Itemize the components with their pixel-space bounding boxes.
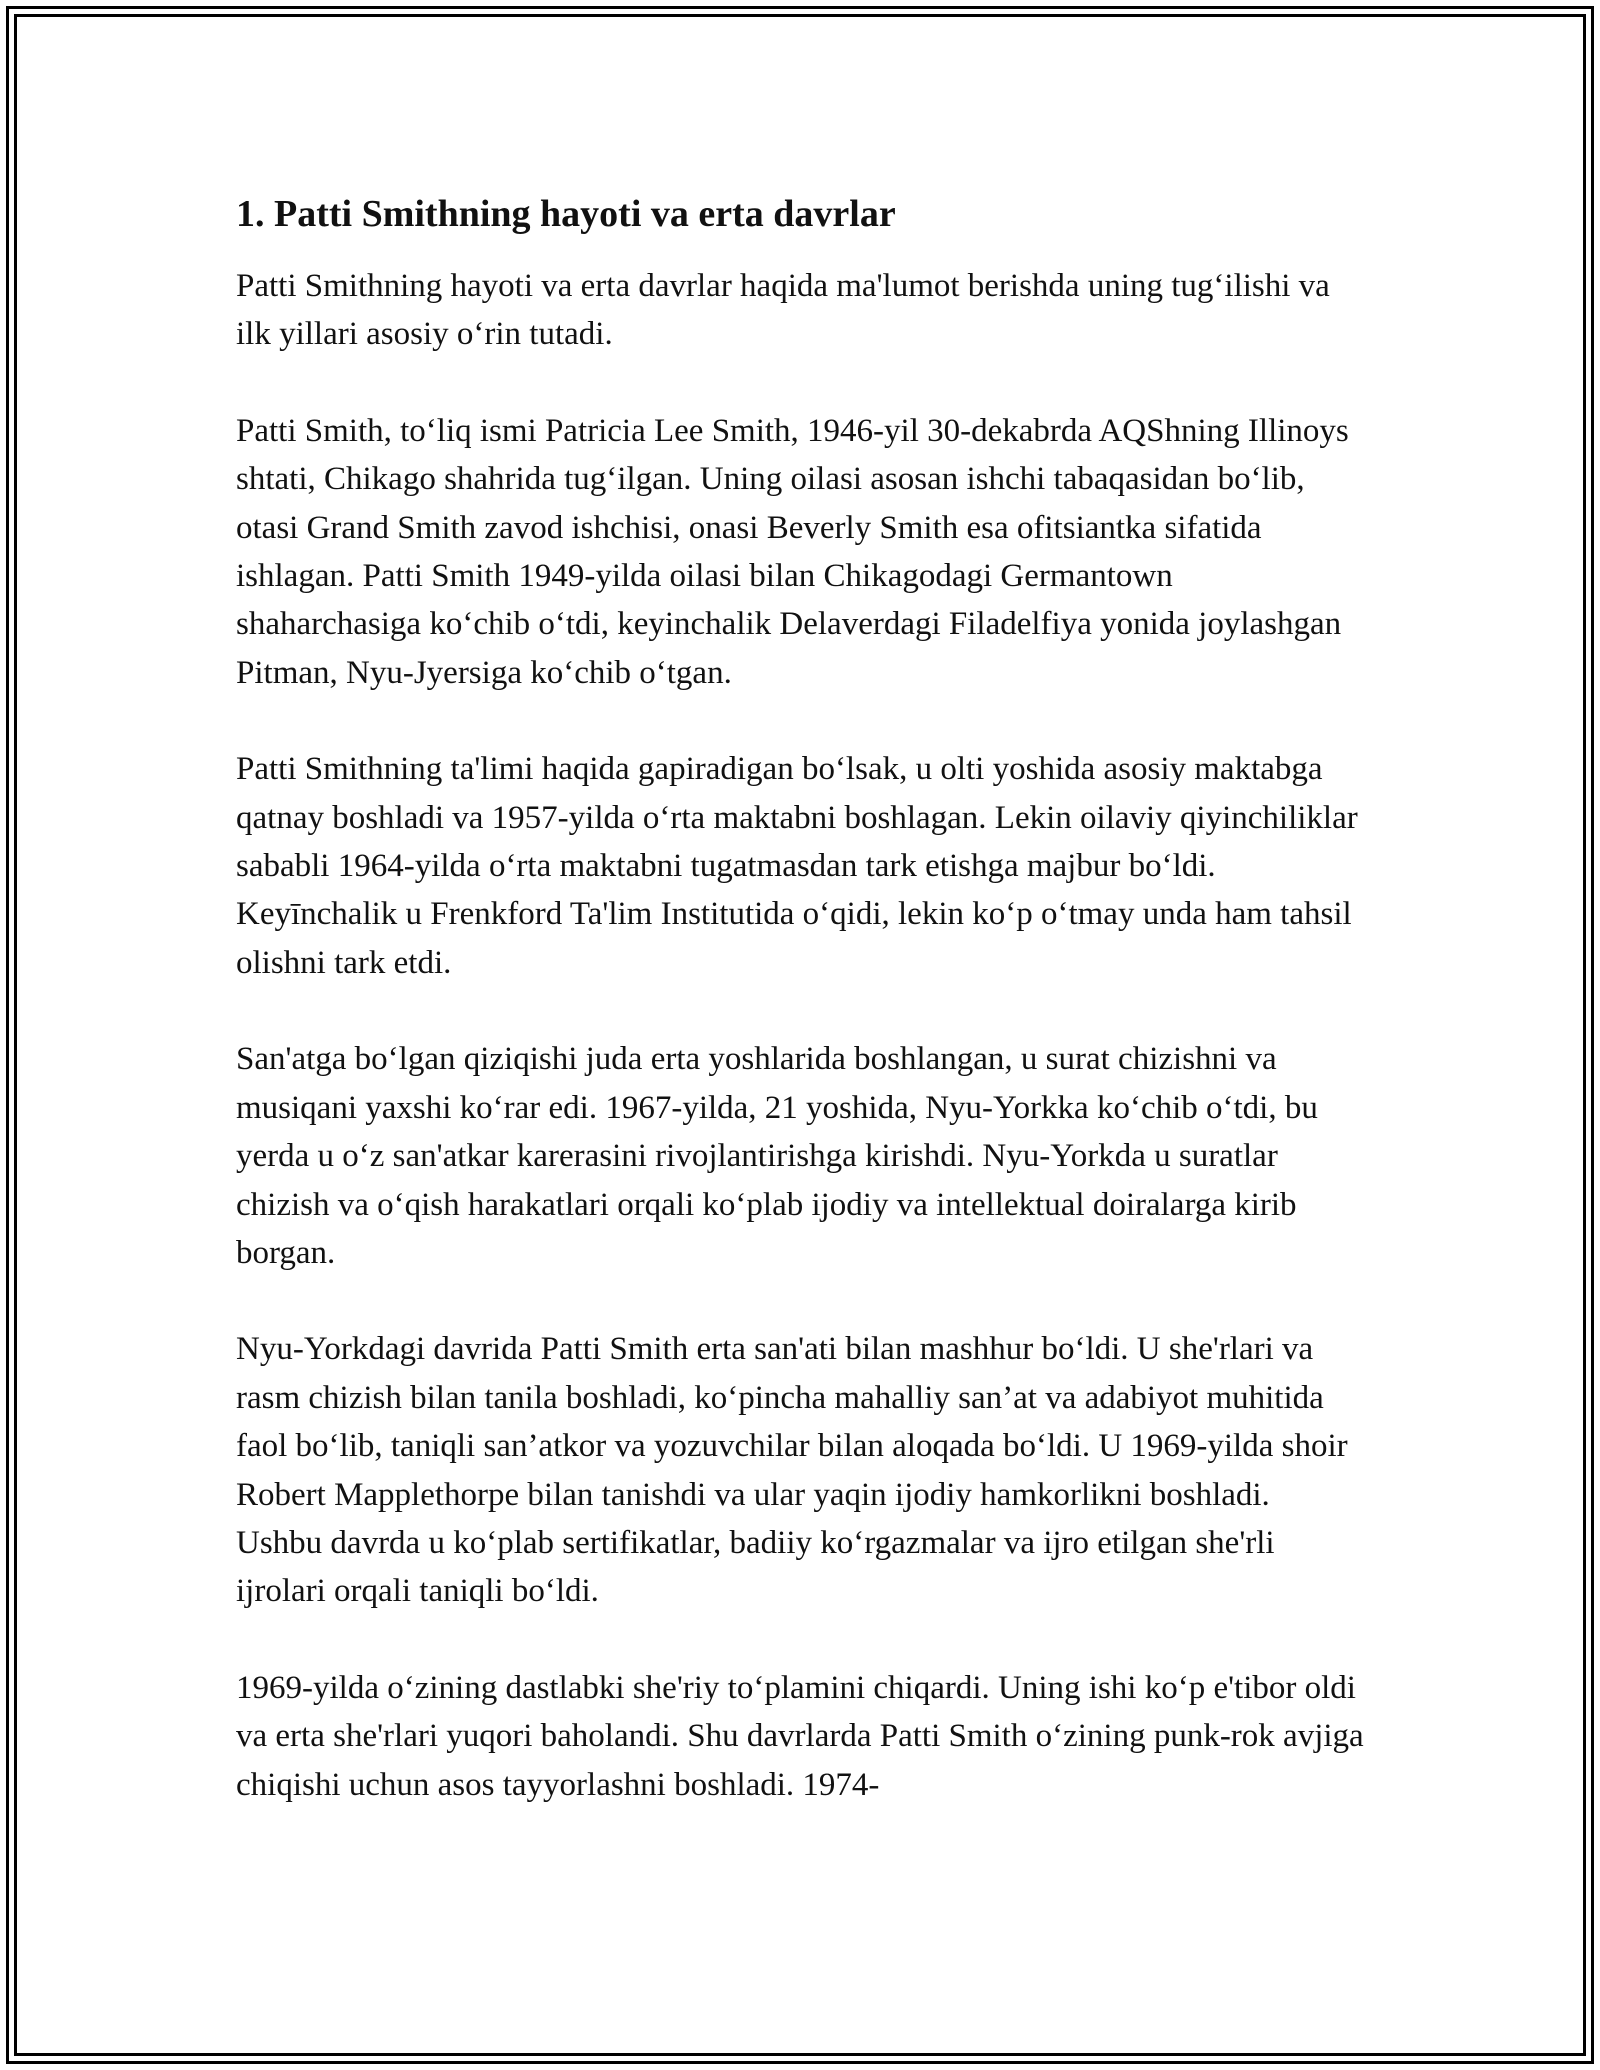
- paragraph-poetry: 1969-yilda o‘zining dastlabki she'riy to‘plamini chiqardi. Uning ishi ko‘p e'tibor oldi va erta she'rlari yuqori baholandi. Shu davrlarda Patti Smith o‘zining punk-rok avjiga chiqishi uchun asos tayyorlashni boshladi. 1974-: [236, 1669, 1364, 1803]
- document-body: [236, 188, 1364, 1857]
- section-heading: 1. Patti Smithning hayoti va erta davrlar: [236, 193, 896, 235]
- paragraph-intro: Patti Smithning hayoti va erta davrlar haqida ma'lumot berishda uning tug‘ilishi va ilk yillari asosiy o‘rin tutadi.: [236, 268, 1330, 353]
- paragraph-birth: Patti Smith, to‘liq ismi Patricia Lee Smith, 1946-yil 30-dekabrda AQShning Illinoys shtati, Chikago shahrida tug‘ilgan. Uning oilasi asosan ishchi tabaqasidan bo‘lib, otasi Grand Smith zavod ishchisi, onasi Beverly Smith esa ofitsiantka sifatida ishlagan. Patti Smith 1949-yilda oilasi bilan Chikagodagi Germantown shaharchasiga ko‘chib o‘tdi, keyinchalik Delaverdagi Filadelfiya yonida joylashgan Pitman, Nyu-Jyersiga ko‘chib o‘tgan.: [236, 412, 1349, 691]
- paragraph-education: Patti Smithning ta'limi haqida gapiradigan bo‘lsak, u olti yoshida asosiy maktabga qatnay boshladi va 1957-yilda o‘rta maktabni boshlagan. Lekin oilaviy qiyinchiliklar sababli 1964-yilda o‘rta maktabni tugatmasdan tark etishga majbur bo‘ldi. Keyīnchalik u Frenkford Ta'lim Institutida o‘qidi, lekin ko‘p o‘tmay unda ham tahsil olishni tark etdi.: [236, 751, 1358, 981]
- paragraph-new-york: Nyu-Yorkdagi davrida Patti Smith erta san'ati bilan mashhur bo‘ldi. U she'rlari va rasm chizish bilan tanila boshladi, ko‘pincha mahalliy san’at va adabiyot muhitida faol bo‘lib, taniqli san’atkor va yozuvchilar bilan aloqada bo‘ldi. U 1969-yilda shoir Robert Mapplethorpe bilan tanishdi va ular yaqin ijodiy hamkorlikni boshladi. Ushbu davrda u ko‘plab sertifikatlar, badiiy ko‘rgazmalar va ijro etilgan she'rli ijrolari orqali taniqli bo‘ldi.: [236, 1331, 1348, 1610]
- paragraph-art-interest: San'atga bo‘lgan qiziqishi juda erta yoshlarida boshlangan, u surat chizishni va musiqani yaxshi ko‘rar edi. 1967-yilda, 21 yoshida, Nyu-Yorkka ko‘chib o‘tdi, bu yerda u o‘z san'atkar karerasini rivojlantirishga kirishdi. Nyu-Yorkda u suratlar chizish va o‘qish harakatlari orqali ko‘plab ijodiy va intellektual doiralarga kirib borgan.: [236, 1041, 1318, 1271]
